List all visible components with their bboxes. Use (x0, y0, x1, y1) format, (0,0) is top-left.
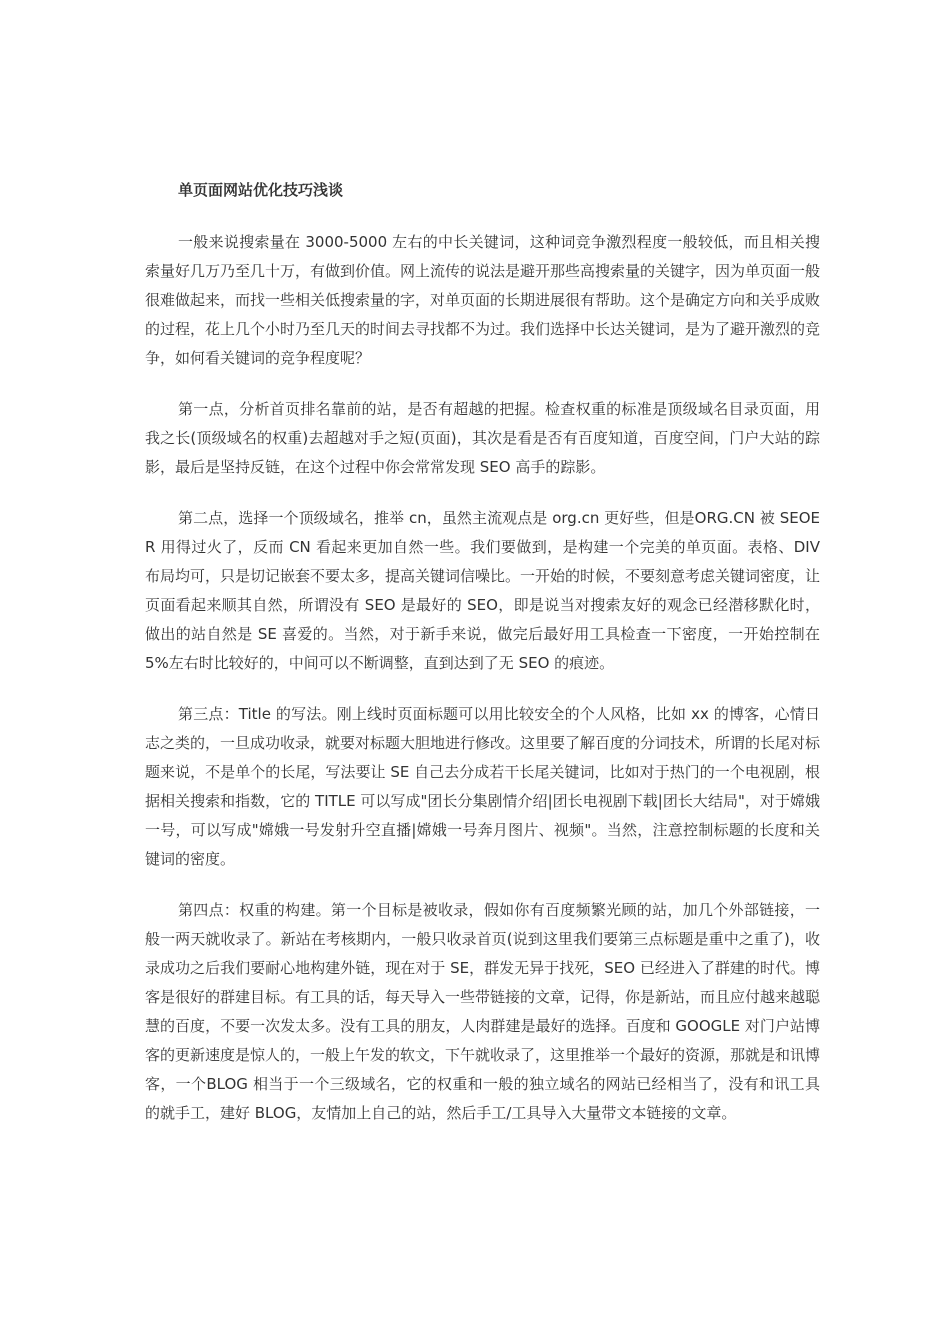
paragraph-intro: 一般来说搜索量在 3000-5000 左右的中长关键词，这种词竞争激烈程度一般较低，而且相关搜索量好几万乃至几十万，有做到价值。网上流传的说法是避开那些高搜索量的关键字，因为单页面一般很难做起来，而找一些相关低搜索量的字，对单页面的长期进展很有帮助。这个是确定方向和关乎成败的过程，花上几个小时乃至几天的时间去寻找都不为过。我们选择中长达关键词，是为了避开激烈的竞争，如何看关键词的竞争程度呢？ (145, 233, 821, 367)
paragraph-point-2: 第二点，选择一个顶级域名，推举 cn，虽然主流观点是 org.cn 更好些，但是ORG.CN 被 SEOER 用得过火了，反而 CN 看起来更加自然一些。我们要做到，是构建一个完美的单页面。表格、DIV 布局均可，只是切记嵌套不要太多，提高关键词信噪比。一开始的时候，不要刻意考虑关键词密度，让页面看起来顺其自然，所谓没有 SEO 是最好的 SEO，即是说当对搜索友好的观念已经潜移默化时，做出的站自然是 SE 喜爱的。当然，对于新手来说，做完后最好用工具检查一下密度，一开始控制在 5%左右时比较好的，中间可以不断调整，直到达到了无 SEO 的痕迹。 (145, 509, 821, 672)
paragraph-point-4: 第四点：权重的构建。第一个目标是被收录，假如你有百度频繁光顾的站，加几个外部链接，一般一两天就收录了。新站在考核期内，一般只收录首页(说到这里我们要第三点标题是重中之重了)，收录成功之后我们要耐心地构建外链，现在对于 SE，群发无异于找死，SEO 已经进入了群建的时代。博客是很好的群建目标。有工具的话，每天导入一些带链接的文章，记得，你是新站，而且应付越来越聪慧的百度，不要一次发太多。没有工具的朋友，人肉群建是最好的选择。百度和 GOOGLE 对门户站博客的更新速度是惊人的，一般上午发的软文，下午就收录了，这里推举一个最好的资源，那就是和讯博客，一个BLOG 相当于一个三级域名，它的权重和一般的独立域名的网站已经相当了，没有和讯工具的就手工，建好 BLOG，友情加上自己的站，然后手工/工具导入大量带文本链接的文章。 (145, 901, 821, 1122)
document-page (145, 176, 820, 1150)
paragraph-point-1: 第一点，分析首页排名靠前的站，是否有超越的把握。检查权重的标准是顶级域名目录页面，用我之长(顶级域名的权重)去超越对手之短(页面)，其次是看是否有百度知道，百度空间，门户大站的踪影，最后是坚持反链，在这个过程中你会常常发现 SEO 高手的踪影。 (145, 400, 820, 476)
document-title: 单页面网站优化技巧浅谈 (178, 181, 344, 199)
paragraph-point-3: 第三点：Title 的写法。刚上线时页面标题可以用比较安全的个人风格，比如 xx 的博客，心情日志之类的，一旦成功收录，就要对标题大胆地进行修改。这里要了解百度的分词技术，所谓的长尾对标题来说，不是单个的长尾，写法要让 SE 自己去分成若干长尾关键词，比如对于热门的一个电视剧，根据相关搜索和指数，它的 TITLE 可以写成"团长分集剧情介绍|团长电视剧下载|团长大结局"，对于嫦娥一号，可以写成"嫦娥一号发射升空直播|嫦娥一号奔月图片、视频"。当然，注意控制标题的长度和关键词的密度。 (145, 705, 821, 868)
